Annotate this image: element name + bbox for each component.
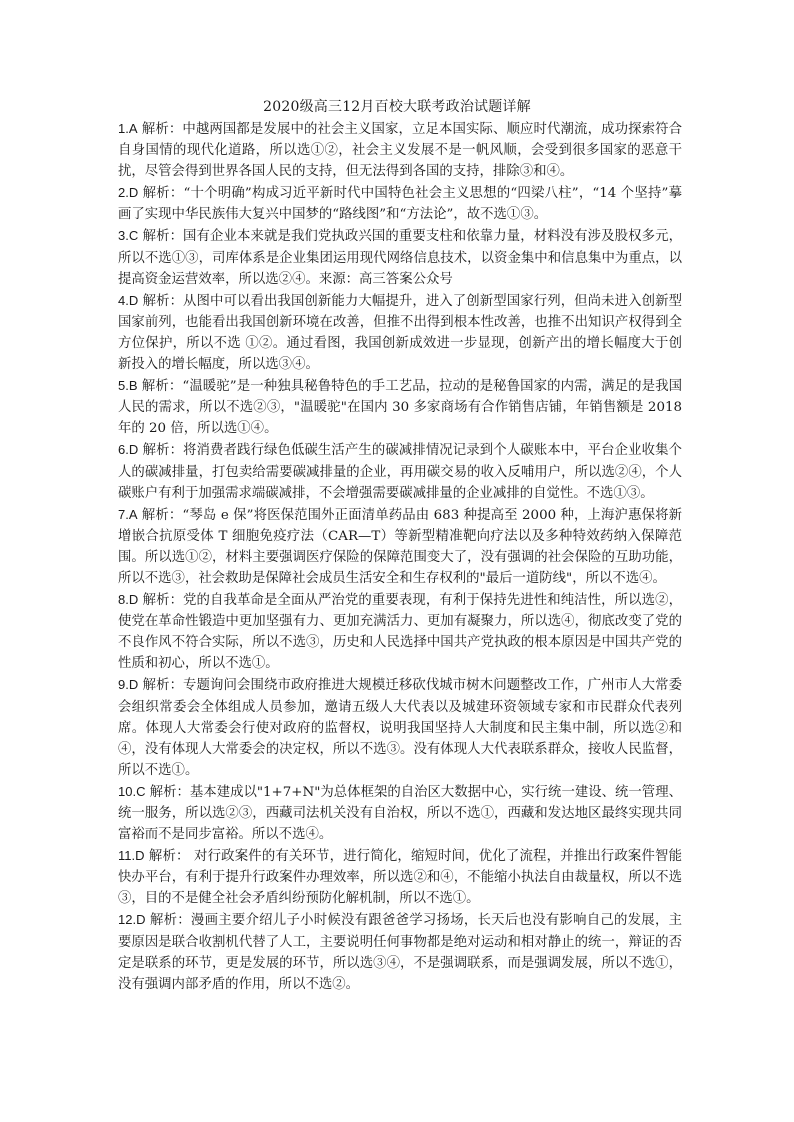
answer-item-4 [118, 290, 682, 375]
answer-item-1 [118, 118, 682, 182]
answer-text: 解析：“琴岛 e 保”将医保范围外正面清单药品由 683 种提高至 2000 种，上海沪惠保将新增嵌合抗原受体 T 细胞免疫疗法（CAR—T）等新型精准靶向疗法以及多种特效药纳入保障范围。所以选①②，材料主要强调医疗保险的保障范围变大了，没有强调的社会保险的互助功能，所以不选③，社会救助是保障社会成员生活安全和生存权利的"最后一道防线"，所以不选④。 [118, 507, 682, 586]
answer-explanations [118, 118, 682, 995]
answer-item-12 [118, 909, 682, 994]
answer-item-5 [118, 375, 682, 439]
answer-text: 解析：从图中可以看出我国创新能力大幅提升，进入了创新型国家行列，但尚未进入创新型国家前列，也能看出我国创新环境在改善，但推不出得到根本性改善，也推不出知识产权得到全方位保护，所以不选 ①②。通过看图，我国创新成效进一步显现，创新产出的增长幅度大于创新投入的增长幅度，所以选③④。 [118, 293, 682, 373]
answer-number: 4.D [118, 292, 139, 308]
answer-text: 解析：“十个明确”构成习近平新时代中国特色社会主义思想的“四梁八柱”，“14 个坚持”摹画了实现中华民族伟大复兴中国梦的“路线图”和“方法论”，故不选①③。 [118, 186, 682, 223]
answer-text: 解析：基本建成以"1+7+N"为总体框架的自治区大数据中心，实行统一建设、统一管理、统一服务，所以选②③，西藏司法机关没有自治权，所以不选①，西藏和发达地区最终实现共同富裕而不是同步富裕。所以不选④。 [118, 784, 682, 843]
answer-number: 6.D [118, 442, 139, 458]
answer-item-8 [118, 589, 682, 674]
answer-number: 9.D [118, 677, 139, 693]
answer-item-2 [118, 182, 682, 225]
answer-text: 解析：专题询问会围绕市政府推进大规模迁移砍伐城市树木问题整改工作，广州市人大常委会组织常委会全体组成人员参加，邀请五级人大代表以及城建环资领域专家和市民群众代表列席。体现人大常委会行使对政府的监督权，说明我国坚持人大制度和民主集中制，所以选②和④，没有体现人大常委会的决定权，所以不选③。没有体现人大代表联系群众，接收人民监督，所以不选①。 [118, 678, 682, 778]
answer-number: 1.A [118, 121, 138, 136]
answer-number: 2.D [118, 185, 139, 201]
answer-item-10 [118, 781, 682, 845]
answer-number: 12.D [118, 912, 146, 928]
answer-text: 解析：将消费者践行绿色低碳生活产生的碳减排情况记录到个人碳账本中，平台企业收集个人的碳减排量，打包卖给需要碳减排量的企业，再用碳交易的收入反哺用户，所以选②④，个人碳账户有利于加强需求端碳减排，不会增强需要碳减排量的企业减排的自觉性。不选①③。 [118, 443, 682, 501]
answer-number: 3.C [118, 228, 139, 244]
answer-number: 7.A [118, 506, 138, 522]
answer-text: 解析：党的自我革命是全面从严治党的重要表现，有利于保持先进性和纯洁性，所以选②，使党在革命性锻造中更加坚强有力、更加充满活力、更加有凝聚力，所以选④，彻底改变了党的不良作风不符合实际，所以不选③，历史和人民选择中国共产党执政的根本原因是中国共产党的性质和初心，所以不选①。 [118, 593, 682, 672]
answer-text: 解析：“温暖驼”是一种独具秘鲁特色的手工艺品，拉动的是秘鲁国家的内需，满足的是我国人民的需求，所以不选②③，"温暖驼"在国内 30 多家商场有合作销售店铺，年销售额是 2018 年的 20 倍，所以选①④。 [118, 379, 682, 437]
answer-item-11 [118, 845, 682, 909]
answer-item-3 [118, 225, 682, 289]
document-title: 2020级高三12月百校大联考政治试题详解 [263, 99, 531, 115]
answer-text: 解析：漫画主要介绍儿子小时候没有跟爸爸学习扬场，长天后也没有影响自己的发展，主要原因是联合收割机代替了人工，主要说明任何事物都是绝对运动和相对静止的统一，辩证的否定是联系的环节，更是发展的环节，所以选③④，不是强调联系，而是强调发展，所以不选①，没有强调内部矛盾的作用，所以不选②。 [118, 913, 682, 992]
answer-text: 解析：中越两国都是发展中的社会主义国家，立足本国实际、顺应时代潮流，成功探索符合自身国情的现代化道路，所以选①②，社会主义发展不是一帆风顺，会受到很多国家的恶意干扰，尽管会得到世界各国人民的支持，但无法得到各国的支持，排除③和④。 [118, 122, 682, 180]
answer-item-9 [118, 674, 682, 780]
answer-number: 11.D [118, 848, 145, 864]
answer-number: 10.C [118, 783, 146, 799]
answer-item-7 [118, 504, 682, 589]
answer-text: 解析：国有企业本来就是我们党执政兴国的重要支柱和依靠力量，材料没有涉及股权多元，所以不选①③，司库体系是企业集团运用现代网络信息技术，以资金集中和信息集中为重点，以提高资金运营效率，所以选②④。来源：高三答案公众号 [118, 229, 682, 287]
answer-number: 5.B [118, 378, 138, 394]
answer-number: 8.D [118, 592, 139, 608]
answer-item-6 [118, 439, 682, 503]
answer-text: 解析： 对行政案件的有关环节，进行简化，缩短时间，优化了流程，并推出行政案件智能快办平台，有利于提升行政案件办理效率，所以选②和④，不能缩小执法自由裁量权，所以不选③，目的不是健全社会矛盾纠纷预防化解机制，所以不选①。 [118, 849, 682, 907]
